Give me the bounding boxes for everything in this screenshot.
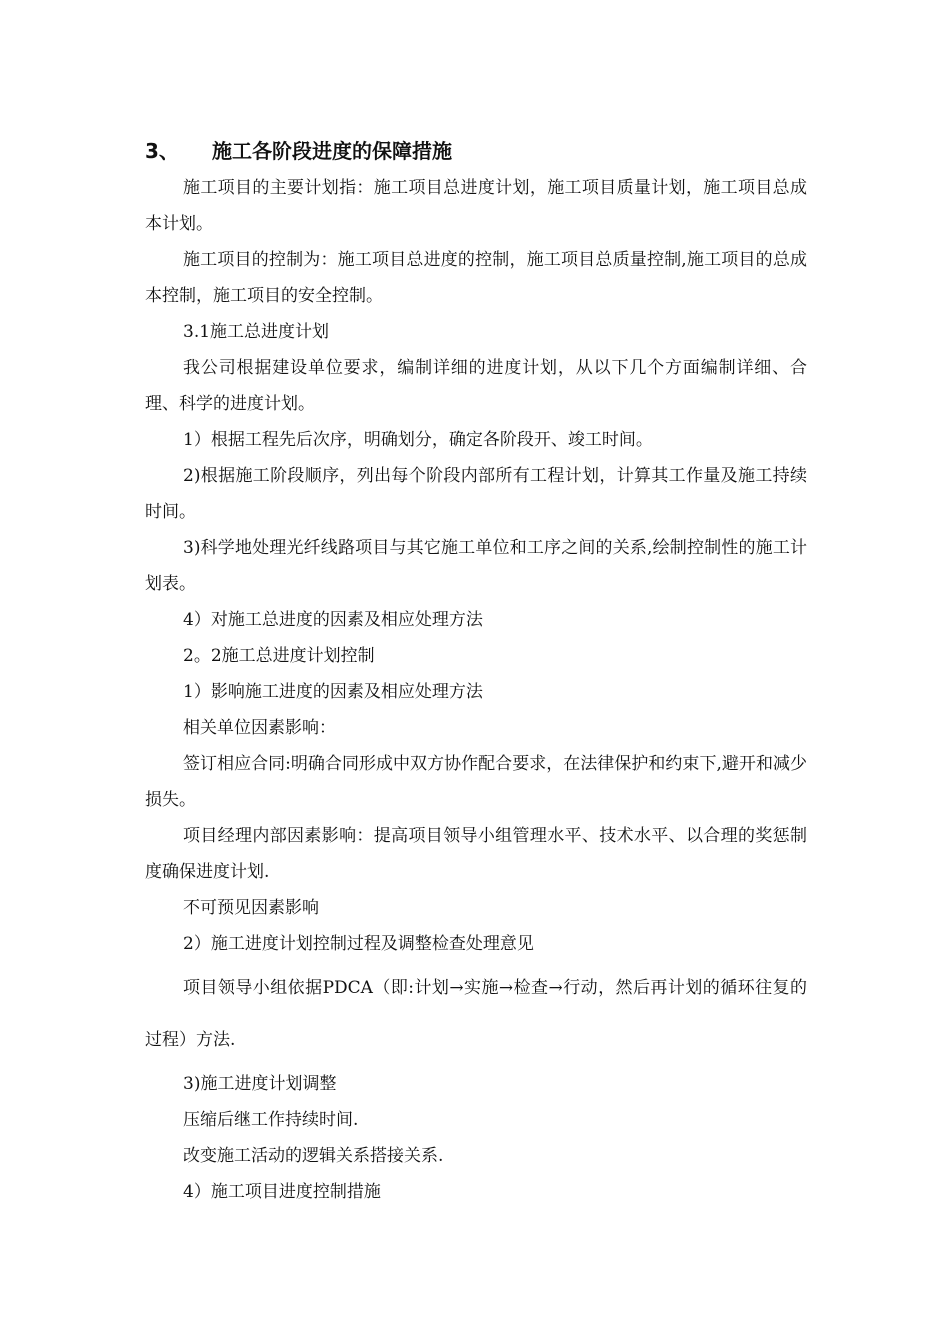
paragraph: 改变施工活动的逻辑关系搭接关系. [183, 1146, 444, 1166]
body-text [145, 170, 807, 1210]
paragraph: 施工项目的控制为：施工项目总进度的控制，施工项目总质量控制,施工项目的总成本控制，施工项目的安全控制。 [145, 250, 807, 306]
section-title: 施工各阶段进度的保障措施 [212, 139, 452, 163]
list-item: 4）施工项目进度控制措施 [183, 1182, 381, 1202]
section-number: 3、 [145, 139, 179, 163]
paragraph: 我公司根据建设单位要求，编制详细的进度计划，从以下几个方面编制详细、合理、科学的进度计划。 [145, 358, 807, 414]
list-item: 4）对施工总进度的因素及相应处理方法 [183, 610, 483, 630]
paragraph: 相关单位因素影响： [183, 718, 336, 738]
list-item: 2）施工进度计划控制过程及调整检查处理意见 [183, 934, 534, 954]
list-item: 1）影响施工进度的因素及相应处理方法 [183, 682, 483, 702]
paragraph: 压缩后继工作持续时间. [183, 1110, 359, 1130]
list-item: 1）根据工程先后次序，明确划分，确定各阶段开、竣工时间。 [183, 430, 653, 450]
subsection-heading: 3.1施工总进度计划 [183, 322, 330, 342]
list-item: 2)根据施工阶段顺序，列出每个阶段内部所有工程计划，计算其工作量及施工持续时间。 [145, 466, 807, 522]
section-heading [145, 134, 452, 168]
subsection-heading: 2。2施工总进度计划控制 [183, 646, 375, 666]
list-item: 3)施工进度计划调整 [183, 1074, 337, 1094]
paragraph: 项目领导小组依据PDCA（即:计划→实施→检查→行动，然后再计划的循环往复的过程）方法. [145, 978, 807, 1050]
list-item: 3)科学地处理光纤线路项目与其它施工单位和工序之间的关系,绘制控制性的施工计划表。 [145, 538, 807, 594]
paragraph: 不可预见因素影响 [183, 898, 319, 918]
paragraph: 施工项目的主要计划指：施工项目总进度计划，施工项目质量计划，施工项目总成本计划。 [145, 178, 807, 234]
paragraph: 项目经理内部因素影响：提高项目领导小组管理水平、技术水平、以合理的奖惩制度确保进度计划. [145, 826, 807, 882]
paragraph: 签订相应合同:明确合同形成中双方协作配合要求，在法律保护和约束下,避开和减少损失。 [145, 754, 807, 810]
